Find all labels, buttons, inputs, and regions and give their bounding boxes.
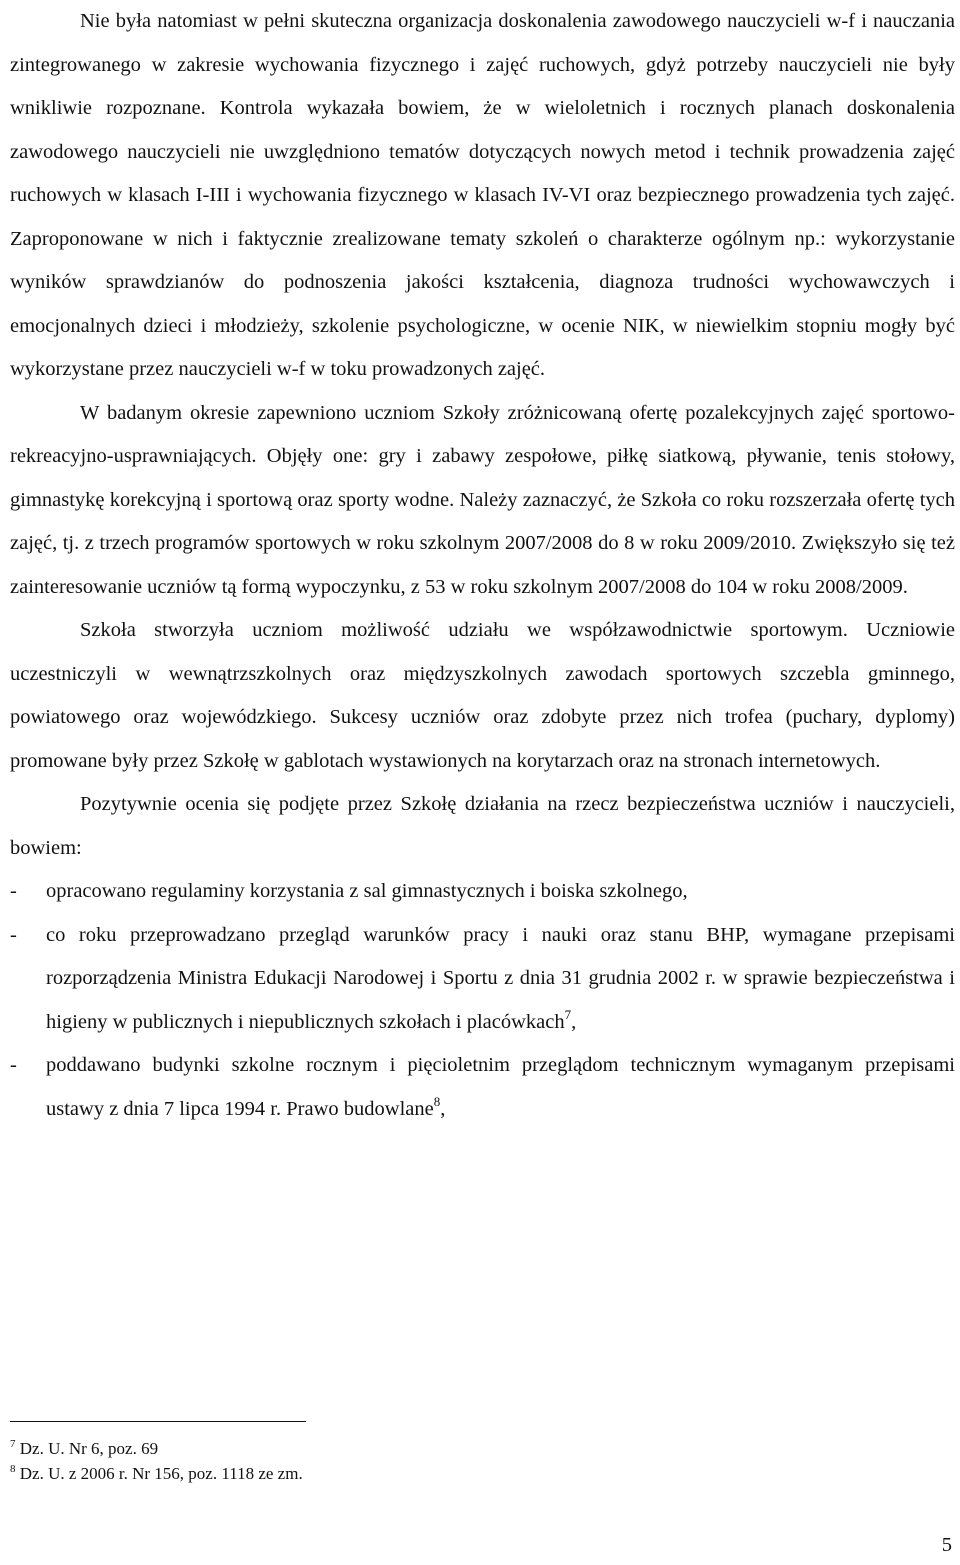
list-item-text: opracowano regulaminy korzystania z sal gimnastycznych i boiska szkolnego, — [46, 880, 688, 902]
list-item-text: poddawano budynki szkolne rocznym i pięcioletnim przeglądom technicznym wymaganym przepisami ustawy z dnia 7 lipca 1994 r. Prawo budowlane — [46, 1054, 955, 1120]
footnote — [10, 1436, 303, 1461]
list-dash: - — [10, 923, 17, 946]
list-item-punctuation: , — [440, 1097, 446, 1120]
list-item-punctuation: , — [571, 1010, 577, 1033]
footnotes — [10, 1436, 303, 1486]
document-page — [10, 0, 955, 1131]
footnote-text: Dz. U. Nr 6, poz. 69 — [19, 1439, 159, 1458]
footnote-reference[interactable]: 8 — [433, 1093, 441, 1109]
footnote-text: Dz. U. z 2006 r. Nr 156, poz. 1118 ze zm. — [19, 1464, 303, 1483]
footnote — [10, 1461, 303, 1486]
list-dash: - — [10, 1054, 17, 1076]
footnote-reference[interactable]: 7 — [564, 1006, 572, 1022]
paragraph-extracurricular-offer: W badanym okresie zapewniono uczniom Szkoły zróżnicowaną ofertę pozalekcyjnych zajęć sportowo-rekreacyjno-usprawniających. Objęły one: gry i zabawy zespołowe, piłkę siatkową, pływanie, tenis stołowy, gimnastykę korekcyjną i sportową oraz sporty wodne. Należy zaznaczyć, że Szkoła co roku rozszerzała ofertę tych zajęć, tj. z trzech programów sportowych w roku szkolnym 2007/2008 do 8 w roku 2009/2010. Zwiększyło się też zainteresowanie uczniów tą formą wypoczynku, z 53 w roku szkolnym 2007/2008 do 104 w roku 2008/2009. — [10, 401, 955, 598]
list-item-text: co roku przeprowadzano przegląd warunków pracy i nauki oraz stanu BHP, wymagane przepisami rozporządzenia Ministra Edukacji Narodowej i Sportu z dnia 31 grudnia 2002 r. w sprawie bezpieczeństwa i higieny w publicznych i niepublicznych szkołach i placówkach — [46, 923, 955, 1033]
list-item — [10, 1044, 955, 1131]
footnote-number: 7 — [10, 1438, 16, 1450]
footnote-separator — [10, 1421, 306, 1422]
footnote-number: 8 — [10, 1463, 16, 1475]
paragraph-safety-intro: Pozytywnie ocenia się podjęte przez Szkołę działania na rzecz bezpieczeństwa uczniów i nauczycieli, bowiem: — [10, 793, 955, 859]
page-number: 5 — [941, 1534, 952, 1556]
paragraph-sports-competition: Szkoła stworzyła uczniom możliwość udziału we współzawodnictwie sportowym. Uczniowie uczestniczyli w wewnątrzszkolnych oraz międzyszkolnych zawodach sportowych szczebla gminnego, powiatowego oraz wojewódzkiego. Sukcesy uczniów oraz zdobyte przez nich trofea (puchary, dyplomy) promowane były przez Szkołę w gablotach wystawionych na korytarzach oraz na stronach internetowych. — [10, 619, 955, 772]
list-item — [10, 914, 955, 1045]
paragraph-teacher-training: Nie była natomiast w pełni skuteczna organizacja doskonalenia zawodowego nauczycieli w-f i nauczania zintegrowanego w zakresie wychowania fizycznego i zajęć ruchowych, gdyż potrzeby nauczycieli nie były wnikliwie rozpoznane. Kontrola wykazała bowiem, że w wieloletnich i rocznych planach doskonalenia zawodowego nauczycieli nie uwzględniono tematów dotyczących nowych metod i technik prowadzenia zajęć ruchowych w klasach I-III i wychowania fizycznego w klasach IV-VI oraz bezpiecznego prowadzenia tych zajęć. Zaproponowane w nich i faktycznie zrealizowane tematy szkoleń o charakterze ogólnym np.: wykorzystanie wyników sprawdzianów do podnoszenia jakości kształcenia, diagnoza trudności wychowawczych i emocjonalnych dzieci i młodzieży, szkolenie psychologiczne, w ocenie NIK, w niewielkim stopniu mogły być wykorzystane przez nauczycieli w-f w toku prowadzonych zajęć. — [10, 10, 955, 380]
safety-measures-list — [10, 870, 955, 1131]
list-dash: - — [10, 880, 17, 902]
list-item — [10, 870, 955, 914]
